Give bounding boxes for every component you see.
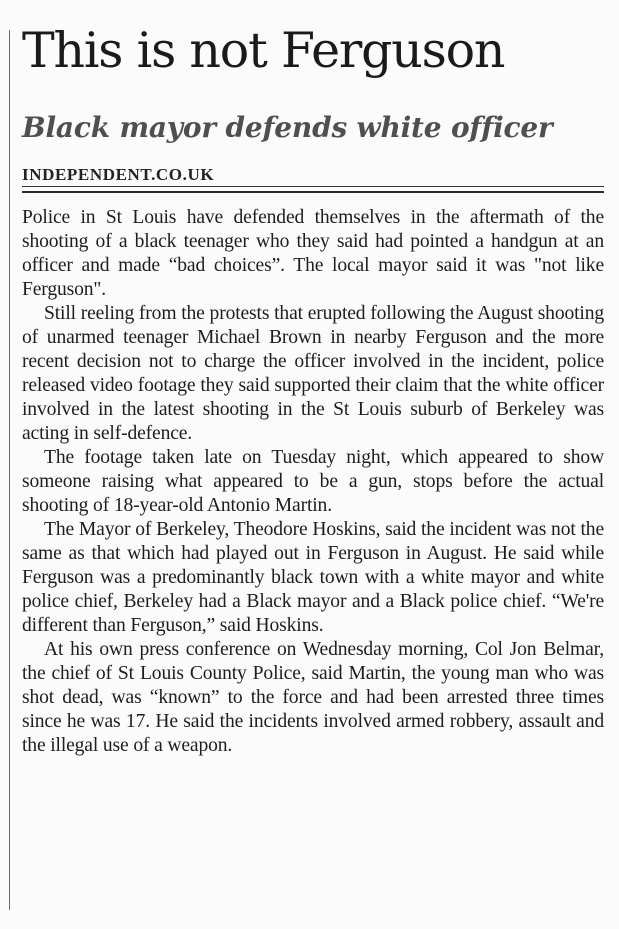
article-body <box>22 206 604 758</box>
headline: This is not Ferguson <box>22 22 505 79</box>
divider-thick <box>22 191 604 193</box>
divider-thin <box>22 186 604 187</box>
article-paragraph-1: Police in St Louis have defended themselves in the aftermath of the shooting of a black teenager who they said had pointed a handgun at an officer and made “bad choices”. The local mayor said it was "not like Ferguson". <box>22 207 604 300</box>
article-paragraph-3: The footage taken late on Tuesday night, which appeared to show someone raising what appeared to be a gun, stops before the actual shooting of 18-year-old Antonio Martin. <box>22 447 604 516</box>
source-credit: INDEPENDENT.CO.UK <box>22 165 215 184</box>
subheadline: Black mayor defends white officer <box>22 111 553 144</box>
article-paragraph-2: Still reeling from the protests that erupted following the August shooting of unarmed teenager Michael Brown in nearby Ferguson and the more recent decision not to charge the officer involved in the incident, police released video footage they said supported their claim that the white officer involved in the latest shooting in the St Louis suburb of Berkeley was acting in self-defence. <box>22 303 604 444</box>
article-paragraph-4: The Mayor of Berkeley, Theodore Hoskins, said the incident was not the same as that which had played out in Ferguson in August. He said while Ferguson was a predominantly black town with a white mayor and white police chief, Berkeley had a Black mayor and a Black police chief. “We're different than Ferguson,” said Hoskins. <box>22 519 604 636</box>
column-rule <box>9 30 10 910</box>
article-paragraph-5: At his own press conference on Wednesday morning, Col Jon Belmar, the chief of St Louis County Police, said Martin, the young man who was shot dead, was “known” to the force and had been arrested three times since he was 17. He said the incidents involved armed robbery, assault and the illegal use of a weapon. <box>22 639 604 756</box>
